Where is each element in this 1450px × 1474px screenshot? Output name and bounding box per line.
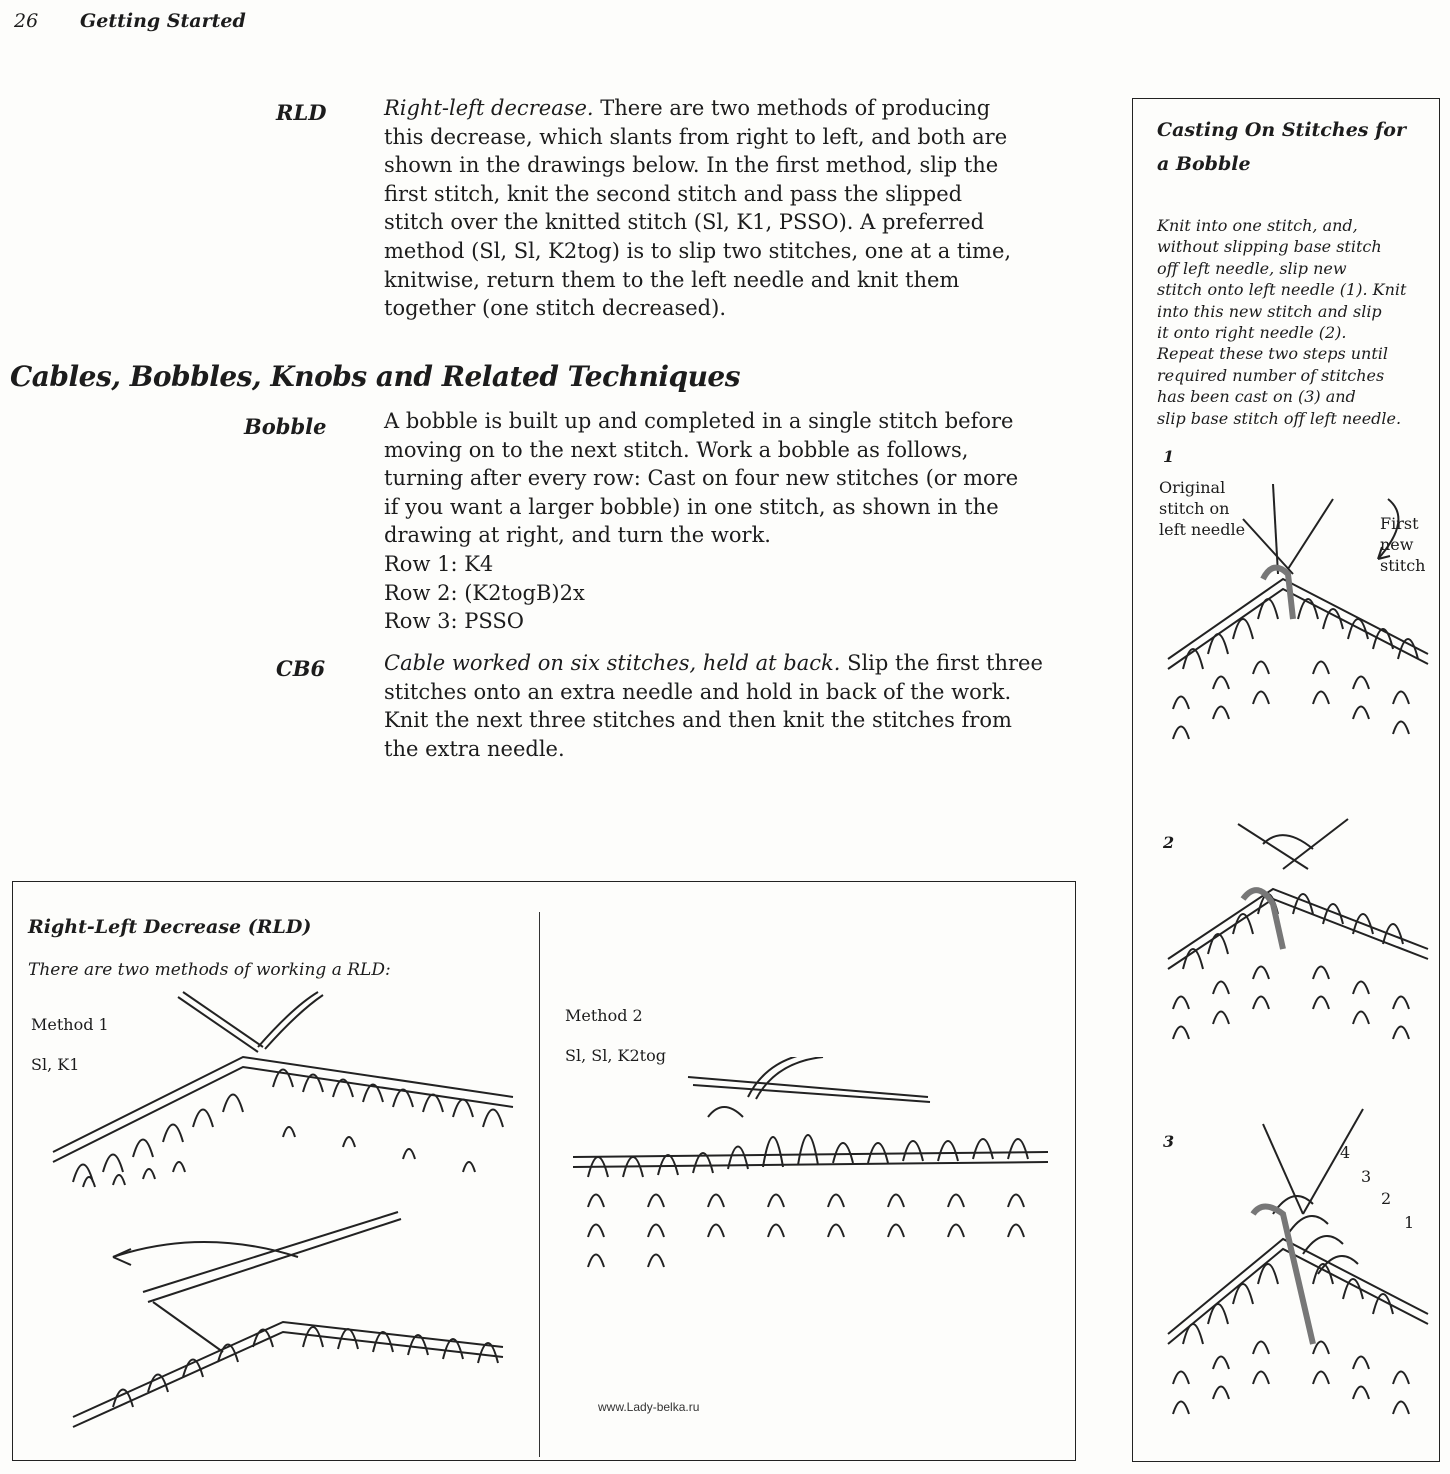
- box-title: Right-Left Decrease (RLD): [28, 916, 312, 938]
- fig2-illustration: [1163, 809, 1433, 1084]
- box-divider: [539, 912, 540, 1457]
- fig1-number: 1: [1163, 447, 1175, 466]
- fig3-illustration: [1163, 1104, 1433, 1454]
- label-line: stitch: [1380, 556, 1426, 575]
- method1-steps: Sl, K1: [31, 1055, 80, 1074]
- row-instruction: Row 1: K4: [384, 551, 494, 576]
- instruction-line: Repeat these two steps until: [1157, 344, 1389, 364]
- text-line: stitch over the knitted stitch (Sl, K1, PSSO). A preferred: [384, 210, 985, 235]
- term-cb6: CB6: [276, 656, 326, 681]
- instruction-line: Knit into one stitch, and,: [1157, 216, 1358, 235]
- instruction-line: into this new stitch and slip: [1157, 301, 1382, 321]
- row-instruction: Row 2: (K2togB)2x: [384, 580, 585, 605]
- definition-lead: Right-left decrease.: [384, 96, 594, 120]
- bobble-definition: [384, 407, 1084, 636]
- label-line: First: [1380, 514, 1419, 533]
- method2-steps: Sl, Sl, K2tog: [565, 1046, 666, 1065]
- text-line: this decrease, which slants from right to left, and both are: [384, 124, 1008, 149]
- instruction-line: stitch onto left needle (1). Knit: [1157, 280, 1407, 300]
- instruction-line: required number of stitches: [1157, 365, 1385, 385]
- text-line: moving on to the next stitch. Work a bobble as follows,: [384, 437, 969, 462]
- text-line: knitwise, return them to the left needle and knit them: [384, 267, 960, 292]
- method1-step1-illustration: [43, 987, 523, 1197]
- page-number: 26: [14, 10, 39, 32]
- label-line: left needle: [1159, 520, 1246, 539]
- stitch-number-4: 4: [1340, 1143, 1351, 1162]
- cb6-definition: [384, 649, 1084, 763]
- label-line: new: [1380, 535, 1414, 554]
- stitch-number-3: 3: [1361, 1167, 1372, 1186]
- text-line: the extra needle.: [384, 736, 565, 761]
- text-line: stitches onto an extra needle and hold in back of the work.: [384, 679, 1012, 704]
- sidebar-title-line1: Casting On Stitches for: [1157, 119, 1406, 141]
- instruction-line: off left needle, slip new: [1157, 258, 1347, 278]
- text-line: first stitch, knit the second stitch and pass the slipped: [384, 181, 963, 206]
- text-line: [384, 649, 1084, 678]
- instruction-line: it onto right needle (2).: [1157, 323, 1347, 343]
- method1-step2-illustration: [53, 1207, 523, 1437]
- box-subtitle: There are two methods of working a RLD:: [28, 960, 391, 980]
- text-line: [384, 94, 1084, 123]
- bobble-cast-on-sidebar: [1132, 98, 1440, 1462]
- text-line: shown in the drawings below. In the first method, slip the: [384, 153, 999, 178]
- stitch-number-2: 2: [1381, 1189, 1392, 1208]
- text-line: if you want a larger bobble) in one stitch, as shown in the: [384, 494, 999, 519]
- definition-text: There are two methods of producing: [593, 96, 991, 120]
- method2-illustration: [568, 1057, 1058, 1307]
- rld-illustration-box: [12, 881, 1076, 1461]
- text-line: Knit the next three stitches and then knit the stitches from: [384, 708, 1012, 733]
- text-line: together (one stitch decreased).: [384, 296, 726, 321]
- text-line: drawing at right, and turn the work.: [384, 523, 771, 548]
- text-line: A bobble is built up and completed in a single stitch before: [384, 409, 1014, 433]
- instruction-line: slip base stitch off left needle.: [1157, 408, 1402, 428]
- fig2-number: 2: [1163, 833, 1175, 852]
- sidebar-instructions: [1157, 215, 1437, 429]
- fig3-number: 3: [1163, 1132, 1175, 1151]
- label-line: stitch on: [1159, 499, 1230, 518]
- term-rld: RLD: [276, 100, 327, 125]
- row-instruction: Row 3: PSSO: [384, 609, 524, 634]
- definition-lead: Cable worked on six stitches, held at back.: [384, 651, 841, 675]
- fig1-illustration: [1163, 479, 1433, 779]
- section-heading: Cables, Bobbles, Knobs and Related Techniques: [10, 360, 740, 393]
- text-line: method (Sl, Sl, K2tog) is to slip two stitches, one at a time,: [384, 238, 1012, 263]
- stitch-number-1: 1: [1404, 1213, 1415, 1232]
- watermark: www.Lady-belka.ru: [598, 1400, 700, 1414]
- instruction-line: without slipping base stitch: [1157, 237, 1382, 257]
- definition-text: Slip the first three: [840, 651, 1043, 675]
- text-line: turning after every row: Cast on four new stitches (or more: [384, 466, 1019, 491]
- instruction-line: has been cast on (3) and: [1157, 387, 1356, 407]
- rld-definition: [384, 94, 1084, 323]
- label-line: Original: [1159, 478, 1226, 497]
- term-bobble: Bobble: [244, 414, 327, 439]
- method2-label: Method 2: [565, 1006, 643, 1025]
- method1-label: Method 1: [31, 1015, 109, 1034]
- running-title: Getting Started: [80, 10, 246, 32]
- sidebar-title-line2: a Bobble: [1157, 153, 1251, 175]
